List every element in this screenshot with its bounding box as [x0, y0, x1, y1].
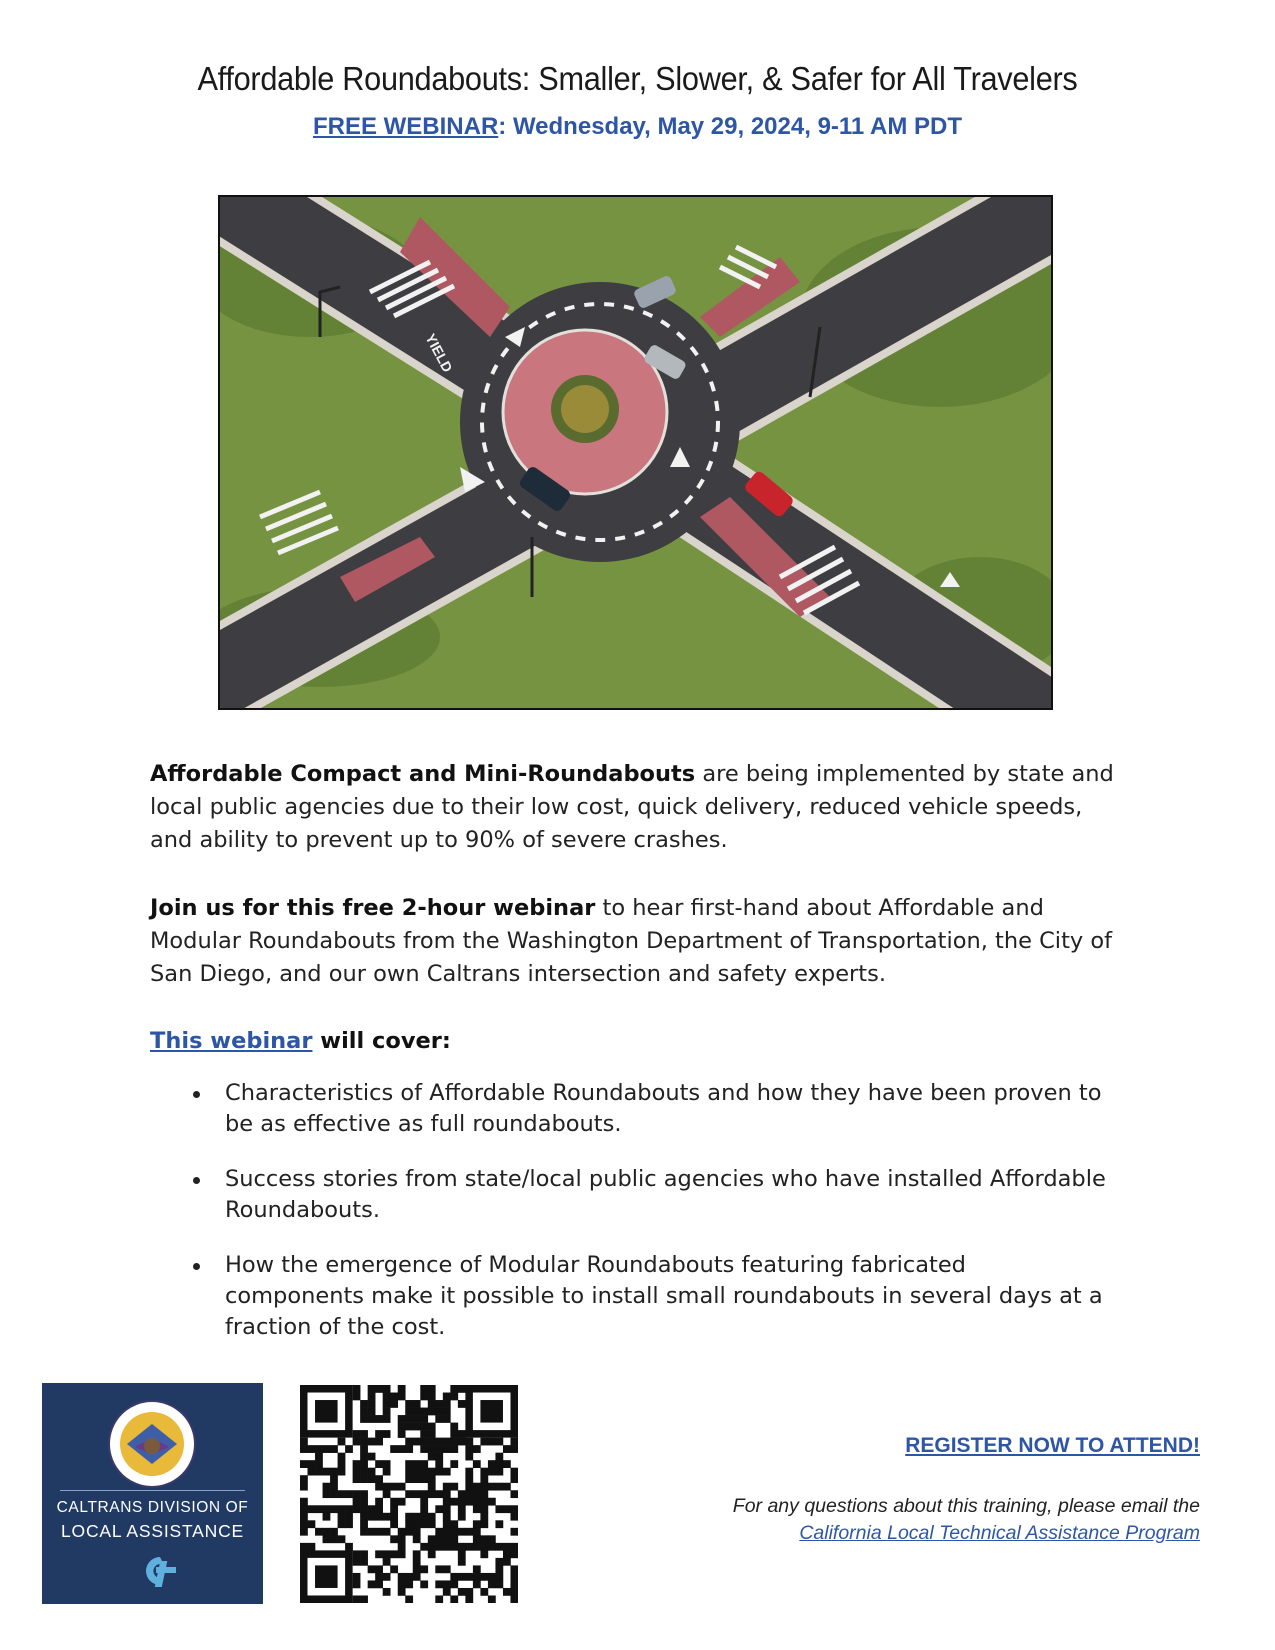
intro-rest: are being implemented by state and local public agencies due to their low cost, quick delivery, reduced vehicle speeds, and ability to prevent up to 90% of severe crashes.	[150, 761, 1114, 853]
intro-bold: Affordable Compact and Mini-Roundabouts	[150, 761, 696, 787]
logo-line-2: LOCAL ASSISTANCE	[61, 1521, 244, 1541]
california-ltap-link[interactable]: California Local Technical Assistance Program	[799, 1522, 1200, 1544]
list-item: Success stories from state/local public agencies who have installed Affordable Roundabouts.	[190, 1164, 1110, 1226]
qr-code-icon[interactable]	[300, 1385, 518, 1603]
webinar-date: : Wednesday, May 29, 2024, 9-11 AM PDT	[498, 113, 963, 140]
list-item: Characteristics of Affordable Roundabouts and how they have been proven to be as effective as full roundabouts.	[190, 1078, 1110, 1140]
yield-road-marking: YIELD	[422, 330, 456, 375]
caltrans-ct-icon	[130, 1553, 176, 1589]
intro-paragraph	[150, 758, 1130, 857]
webinar-subtitle	[0, 113, 1275, 141]
cover-bullet-list	[190, 1078, 1110, 1367]
cover-heading-rest: will cover:	[312, 1028, 451, 1054]
join-rest: to hear first-hand about Affordable and Modular Roundabouts from the Washington Department of Transportation, the City of San Diego, and our own Caltrans intersection and safety experts.	[150, 895, 1113, 987]
page-title: Affordable Roundabouts: Smaller, Slower, & Safer for All Travelers	[197, 60, 1078, 97]
this-webinar-link[interactable]: This webinar	[150, 1028, 313, 1054]
local-assistance-seal-icon	[107, 1399, 197, 1489]
cover-heading	[150, 1025, 1130, 1058]
questions-note	[733, 1493, 1200, 1547]
list-item: How the emergence of Modular Roundabouts featuring fabricated components make it possible to install small roundabouts in several days at a fraction of the cost.	[190, 1250, 1110, 1343]
register-now-link[interactable]: REGISTER NOW TO ATTEND!	[905, 1434, 1200, 1457]
roundabout-aerial-photo	[218, 195, 1053, 710]
join-bold: Join us for this free 2-hour webinar	[150, 895, 596, 921]
join-paragraph	[150, 892, 1130, 991]
free-webinar-link[interactable]: FREE WEBINAR	[312, 113, 499, 140]
caltrans-logo	[42, 1383, 263, 1604]
questions-text: For any questions about this training, please email the	[732, 1495, 1200, 1517]
logo-divider	[60, 1490, 245, 1491]
logo-line-1: CALTRANS DIVISION OF	[56, 1499, 249, 1516]
